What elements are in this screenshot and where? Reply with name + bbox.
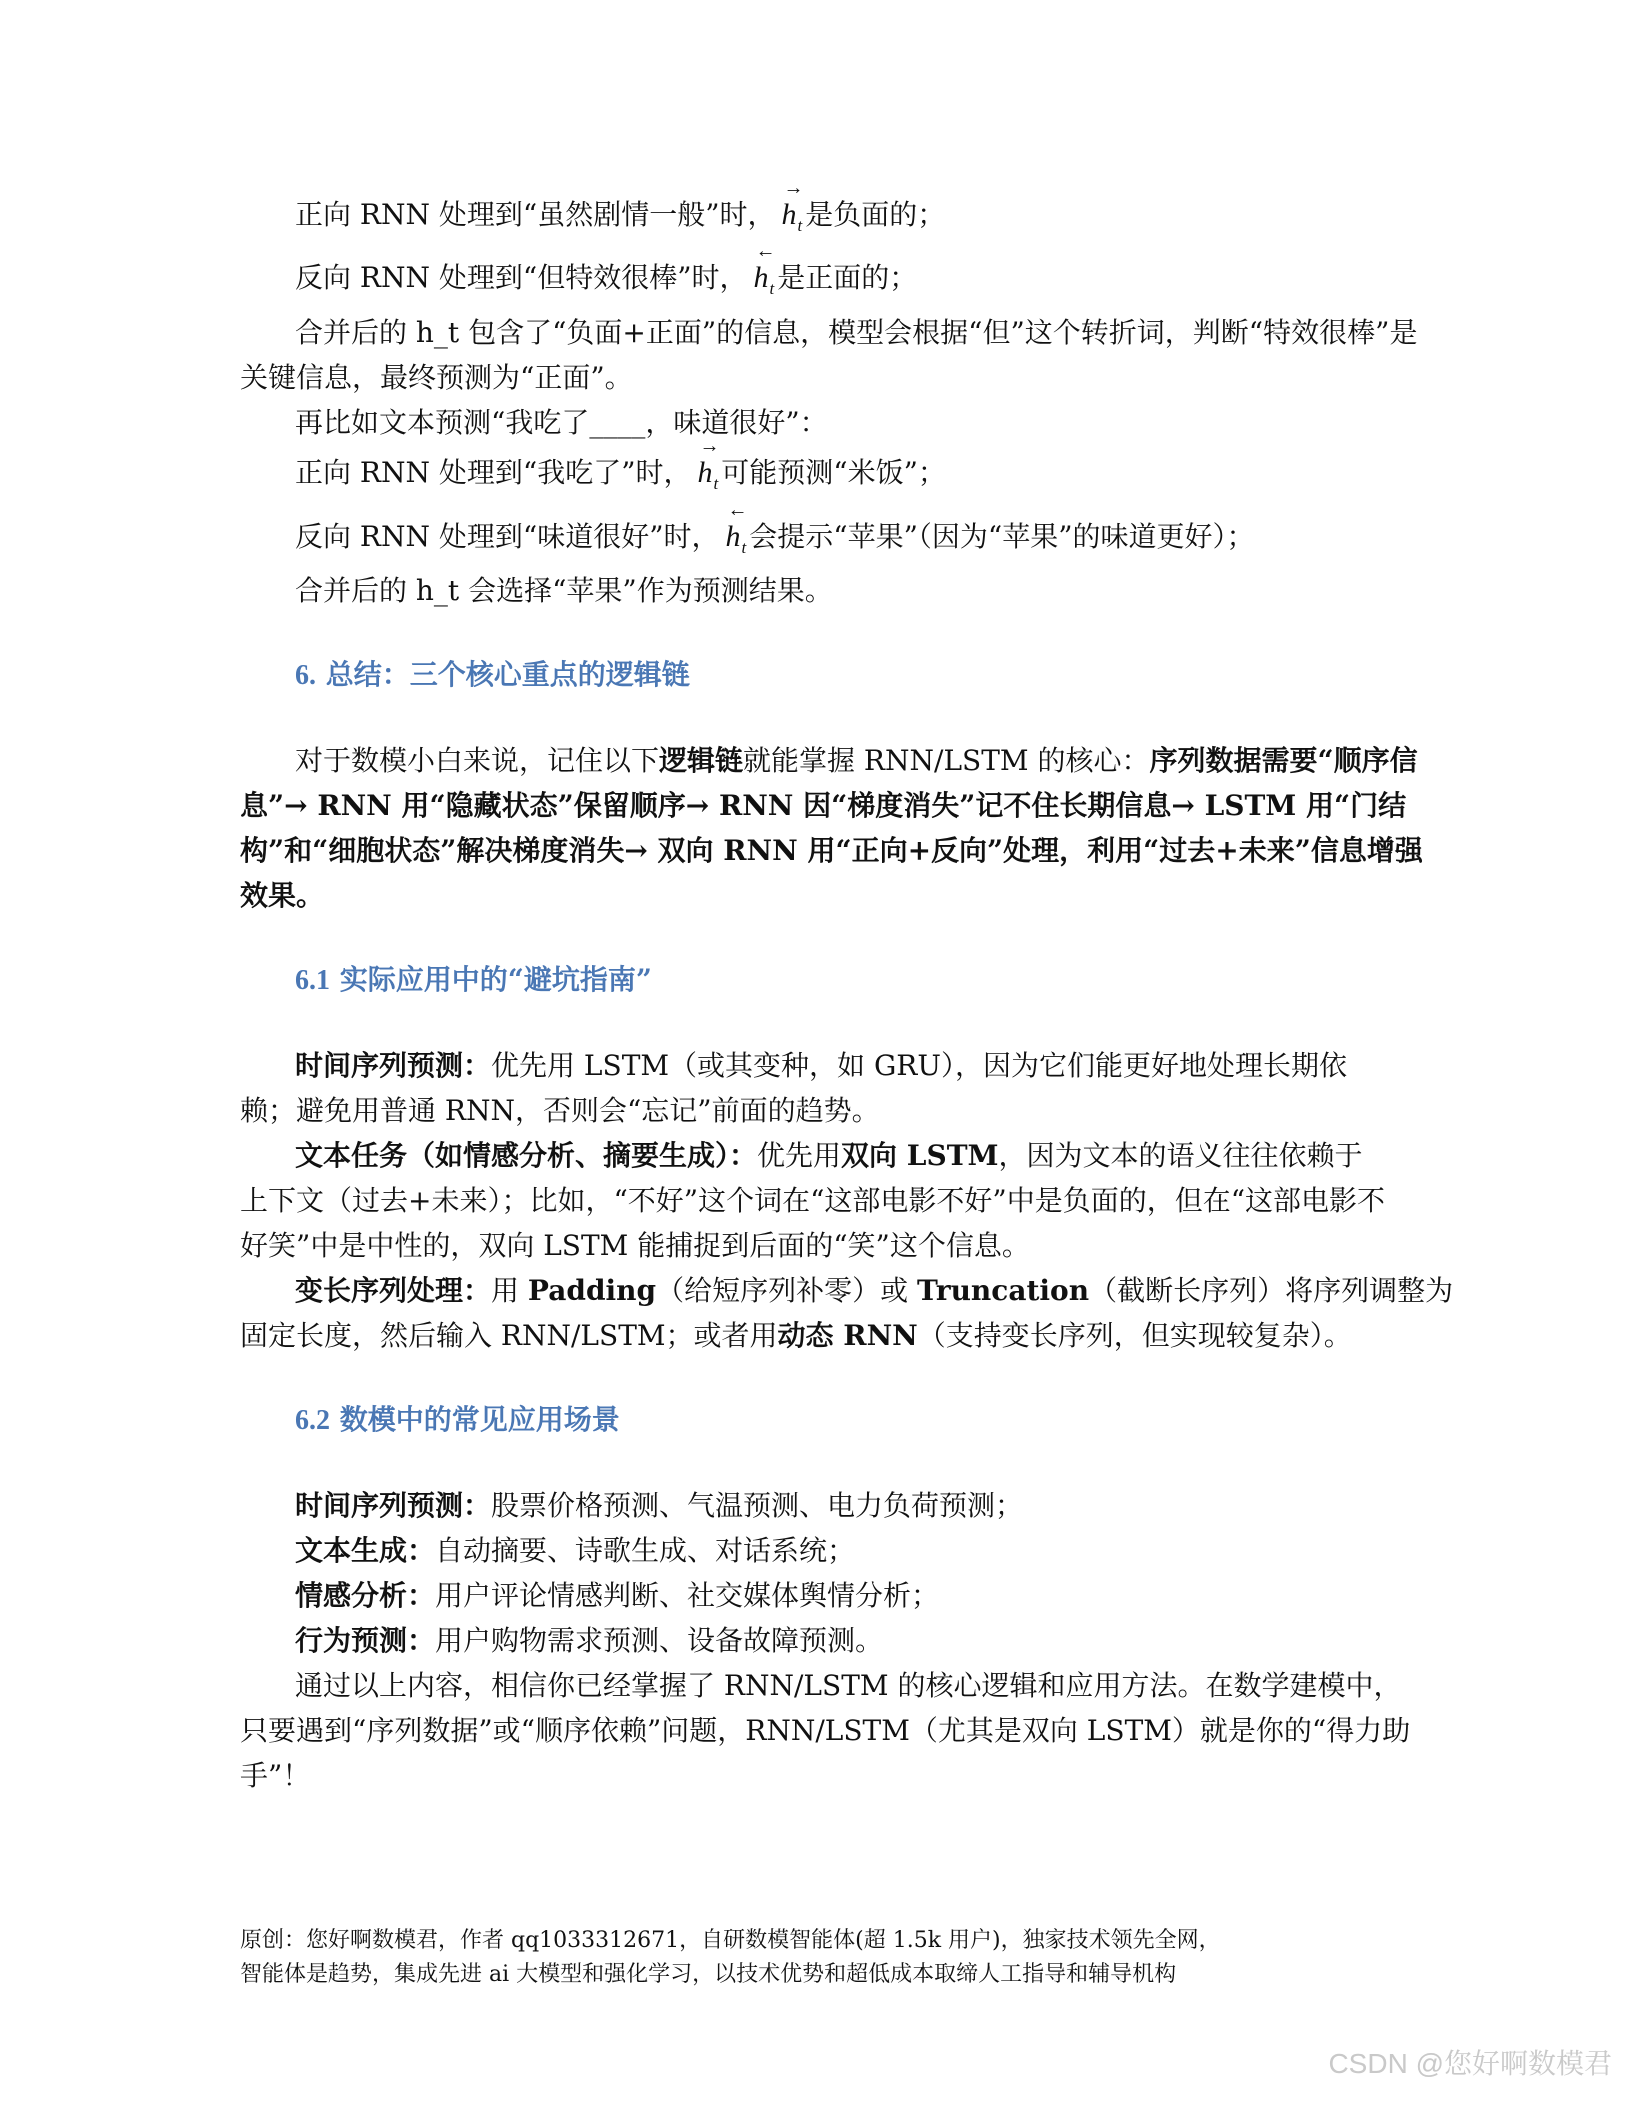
paragraph-merge-line1: 合并后的 h_t 包含了“负面+正面”的信息，模型会根据“但”这个转折词，判断“特效很棒”是	[295, 316, 1418, 349]
paragraph-merge-result: 合并后的 h_t 会选择“苹果”作为预测结果。	[295, 574, 833, 607]
tip-time-series-line1: 时间序列预测：优先用 LSTM（或其变种，如 GRU），因为它们能更好地处理长期依	[295, 1049, 1347, 1082]
paragraph-forward-rnn-1	[295, 177, 1395, 241]
tip-text-task-line2: 上下文（过去+未来）；比如，“不好”这个词在“这部电影不好”中是负面的，但在“这部电影不	[240, 1184, 1386, 1217]
text: 可能预测“米饭”；	[721, 456, 946, 489]
list-item: 情感分析：用户评论情感判断、社交媒体舆情分析；	[295, 1579, 940, 1612]
h-backward-vector-symbol: ← $h_t$	[725, 499, 748, 557]
section-heading-6-1: 6.1 实际应用中的“避坑指南”	[295, 963, 652, 996]
summary-line2: 息”→ RNN 用“隐藏状态”保留顺序→ RNN 因“梯度消失”记不住长期信息→ LSTM 用“门结	[240, 789, 1407, 822]
paragraph-backward-rnn-1	[295, 240, 1395, 304]
summary-line4: 效果。	[240, 879, 325, 912]
list-item: 文本生成：自动摘要、诗歌生成、对话系统；	[295, 1534, 856, 1567]
list-item: 时间序列预测：股票价格预测、气温预测、电力负荷预测；	[295, 1489, 1024, 1522]
paragraph-example-intro: 再比如文本预测“我吃了____，味道很好”：	[295, 406, 828, 439]
tip-text-task-line1: 文本任务（如情感分析、摘要生成）：优先用双向 LSTM，因为文本的语义往往依赖于	[295, 1139, 1363, 1172]
conclusion-line3: 手”！	[240, 1759, 311, 1792]
tip-text-task-line3: 好笑”中是中性的，双向 LSTM 能捕捉到后面的“笑”这个信息。	[240, 1229, 1030, 1262]
text: 会提示“苹果”（因为“苹果”的味道更好）；	[749, 520, 1255, 553]
tip-time-series-line2: 赖；避免用普通 RNN，否则会“忘记”前面的趋势。	[240, 1094, 880, 1127]
csdn-watermark: CSDN @您好啊数模君	[1328, 2048, 1612, 2079]
text: 是正面的；	[777, 261, 918, 294]
conclusion-line2: 只要遇到“序列数据”或“顺序依赖”问题，RNN/LSTM（尤其是双向 LSTM）就是你的“得力助	[240, 1714, 1411, 1747]
summary-line1: 对于数模小白来说，记住以下逻辑链就能掌握 RNN/LSTM 的核心：序列数据需要“顺序信	[295, 744, 1418, 777]
summary-line3: 构”和“细胞状态”解决梯度消失→ 双向 RNN 用“正向+反向”处理，利用“过去+未来”信息增强	[240, 834, 1423, 867]
section-heading-6: 6. 总结：三个核心重点的逻辑链	[295, 658, 690, 691]
text: 反向 RNN 处理到“味道很好”时，	[295, 520, 720, 553]
h-backward-vector-symbol: ← $h_t$	[753, 240, 776, 298]
text: 正向 RNN 处理到“虽然剧情一般”时，	[295, 198, 776, 231]
tip-variable-length-line1: 变长序列处理：用 Padding（给短序列补零）或 Truncation（截断长序列）将序列调整为	[295, 1274, 1454, 1307]
footer-line1: 原创：您好啊数模君，作者 qq1033312671，自研数模智能体(超 1.5k 用户)，独家技术领先全网，	[240, 1928, 1221, 1953]
conclusion-line1: 通过以上内容，相信你已经掌握了 RNN/LSTM 的核心逻辑和应用方法。在数学建模中，	[295, 1669, 1402, 1702]
text: 反向 RNN 处理到“但特效很棒”时，	[295, 261, 748, 294]
h-forward-vector-symbol: → $h_t$	[781, 177, 804, 235]
paragraph-forward-rnn-2	[295, 435, 1395, 499]
paragraph-merge-line2: 关键信息，最终预测为“正面”。	[240, 361, 633, 394]
h-forward-vector-symbol: → $h_t$	[697, 435, 720, 493]
text: 正向 RNN 处理到“我吃了”时，	[295, 456, 692, 489]
footer-line2: 智能体是趋势，集成先进 ai 大模型和强化学习，以技术优势和超低成本取缔人工指导和辅导机构	[240, 1962, 1177, 1987]
list-item: 行为预测：用户购物需求预测、设备故障预测。	[295, 1624, 884, 1657]
tip-variable-length-line2: 固定长度，然后输入 RNN/LSTM；或者用动态 RNN（支持变长序列，但实现较复杂）。	[240, 1319, 1352, 1352]
paragraph-backward-rnn-2	[295, 499, 1395, 563]
text: 是负面的；	[805, 198, 946, 231]
section-heading-6-2: 6.2 数模中的常见应用场景	[295, 1403, 620, 1436]
